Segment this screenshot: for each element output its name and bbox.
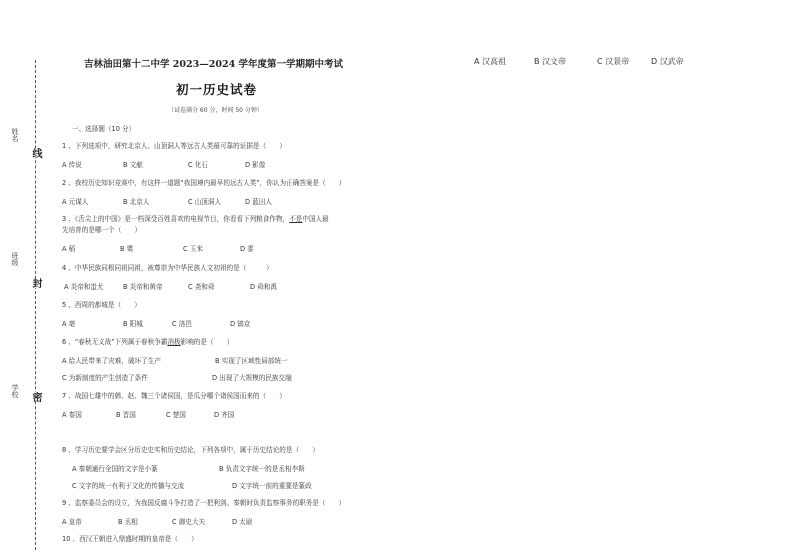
question-4-stem: 4 、中华民族同根同祖同祖，被尊崇为中华民族人文初祖的是（ ） — [62, 264, 273, 272]
question-1-stem: 1 、下列选项中，研究北京人、山顶洞人等远古人类最可靠的证据是（ ） — [62, 142, 286, 150]
question-1-option-d: D 影像 — [245, 161, 266, 169]
question-5-stem: 5 、西周的都城是（ ） — [62, 301, 141, 309]
question-9-option-d: D 太尉 — [232, 518, 253, 526]
question-6-option-a: A 给人民带来了灾难，破坏了生产 — [62, 357, 161, 365]
question-5-option-b: B 阳城 — [123, 320, 143, 328]
question-9-stem: 9 、监察委员会的设立，为我国反腐斗争打造了一把利剑。秦朝时负责监察事务的职务是（ ） — [62, 499, 346, 507]
question-2-option-b: B 北京人 — [123, 198, 150, 206]
question-7-option-b: B 晋国 — [116, 411, 136, 419]
question-6-stem-main: 6 、“春秋无义战”下列属于春秋争霸 — [62, 338, 168, 346]
seal-char-secret: 密 — [30, 392, 41, 402]
section-heading: 一、选择题（10 分） — [72, 125, 136, 133]
question-3-option-d: D 黍 — [240, 245, 254, 253]
question-6-stem — [62, 338, 233, 347]
question-9-option-a: A 皇帝 — [62, 518, 82, 526]
question-3-option-c: C 玉米 — [183, 245, 203, 253]
question-5-option-d: D 镐京 — [230, 320, 251, 328]
question-3-stem-line2: 先培育的是哪一个（ ） — [62, 226, 142, 234]
question-2-option-a: A 元谋人 — [62, 198, 89, 206]
question-6-option-d: D 出现了大规模的民族交融 — [212, 374, 292, 382]
exam-subtitle: 初一历史试卷 — [176, 82, 258, 97]
exam-title: 吉林油田第十二中学 2023—2024 学年度第一学期期中考试 — [84, 59, 343, 70]
question-8-option-c: C 文字的统一有利于文化的传播与交流 — [72, 482, 185, 490]
question-3-option-b: B 粟 — [120, 245, 134, 253]
question-4-option-d: D 舜和禹 — [250, 283, 277, 291]
question-6-stem-tail: 影响的是（ ） — [180, 338, 234, 346]
question-3-stem-main: 3 、《舌尖上的中国》是一档深受百姓喜欢的电视节目，你看看下列粮食作物， — [62, 215, 290, 223]
question-4-option-c: C 尧和舜 — [188, 283, 215, 291]
class-label: 班级 — [11, 252, 19, 266]
question-7-stem: 7 、战国七雄中的韩、赵、魏三个诸侯国，是瓜分哪个诸侯国而来的（ ） — [62, 392, 286, 400]
question-1-option-b: B 文献 — [123, 161, 143, 169]
prev-option-c: C 汉景帝 — [597, 57, 630, 66]
question-10-stem: 10 、西汉王朝进入鼎盛时期的皇帝是（ ） — [62, 535, 198, 543]
question-8-option-a: A 秦朝通行全国的文字是小篆 — [72, 465, 158, 473]
binding-line — [35, 60, 36, 550]
question-7-option-a: A 秦国 — [62, 411, 82, 419]
question-6-option-c: C 为新制度的产生创造了条件 — [62, 374, 148, 382]
prev-option-b: B 汉文帝 — [534, 57, 567, 66]
question-3-option-a: A 稻 — [62, 245, 76, 253]
seal-char-line: 线 — [30, 148, 41, 158]
question-5-option-c: C 洛邑 — [172, 320, 192, 328]
name-label: 姓名 — [11, 128, 19, 142]
prev-option-d: D 汉武帝 — [651, 57, 684, 66]
question-8-option-d: D 文字统一前的重要是篆政 — [232, 482, 312, 490]
question-9-option-c: C 御史大夫 — [172, 518, 206, 526]
question-4-option-b: B 炎帝和黄帝 — [123, 283, 163, 291]
question-1-option-a: A 传说 — [62, 161, 82, 169]
question-5-option-a: A 亳 — [62, 320, 76, 328]
school-label: 学校 — [11, 384, 19, 398]
exam-note: （试卷满分 60 分，时间 50 分钟） — [168, 107, 263, 114]
seal-char-seal: 封 — [30, 278, 41, 288]
question-8-option-b: B 负责文字统一的是丞相李斯 — [219, 465, 305, 473]
question-9-option-b: B 丞相 — [118, 518, 138, 526]
question-6-stem-emphasis: 消极 — [167, 338, 181, 346]
question-8-stem: 8 、学习历史要学会区分历史史实和历史结论，下列各项中，属于历史结论的是（ ） — [62, 446, 319, 454]
question-6-option-b: B 实现了区域性局部统一 — [215, 357, 288, 365]
question-2-option-c: C 山顶洞人 — [188, 198, 222, 206]
question-1-option-c: C 化石 — [188, 161, 208, 169]
question-3-stem-emphasis: 不是 — [289, 215, 303, 223]
prev-option-a: A 汉高祖 — [474, 57, 507, 66]
question-3-stem — [62, 215, 329, 224]
question-2-option-d: D 蓝田人 — [245, 198, 272, 206]
question-3-stem-tail: 中国人最 — [302, 215, 329, 223]
question-7-option-c: C 楚国 — [166, 411, 186, 419]
question-7-option-d: D 齐国 — [214, 411, 235, 419]
question-4-option-a: A 炎帝和蚩尤 — [64, 283, 104, 291]
question-2-stem: 2 、我校历史知识竞赛中，有这样一道题“我国境内最早的远古人类”，你认为正确答案是（ ） — [62, 179, 346, 187]
